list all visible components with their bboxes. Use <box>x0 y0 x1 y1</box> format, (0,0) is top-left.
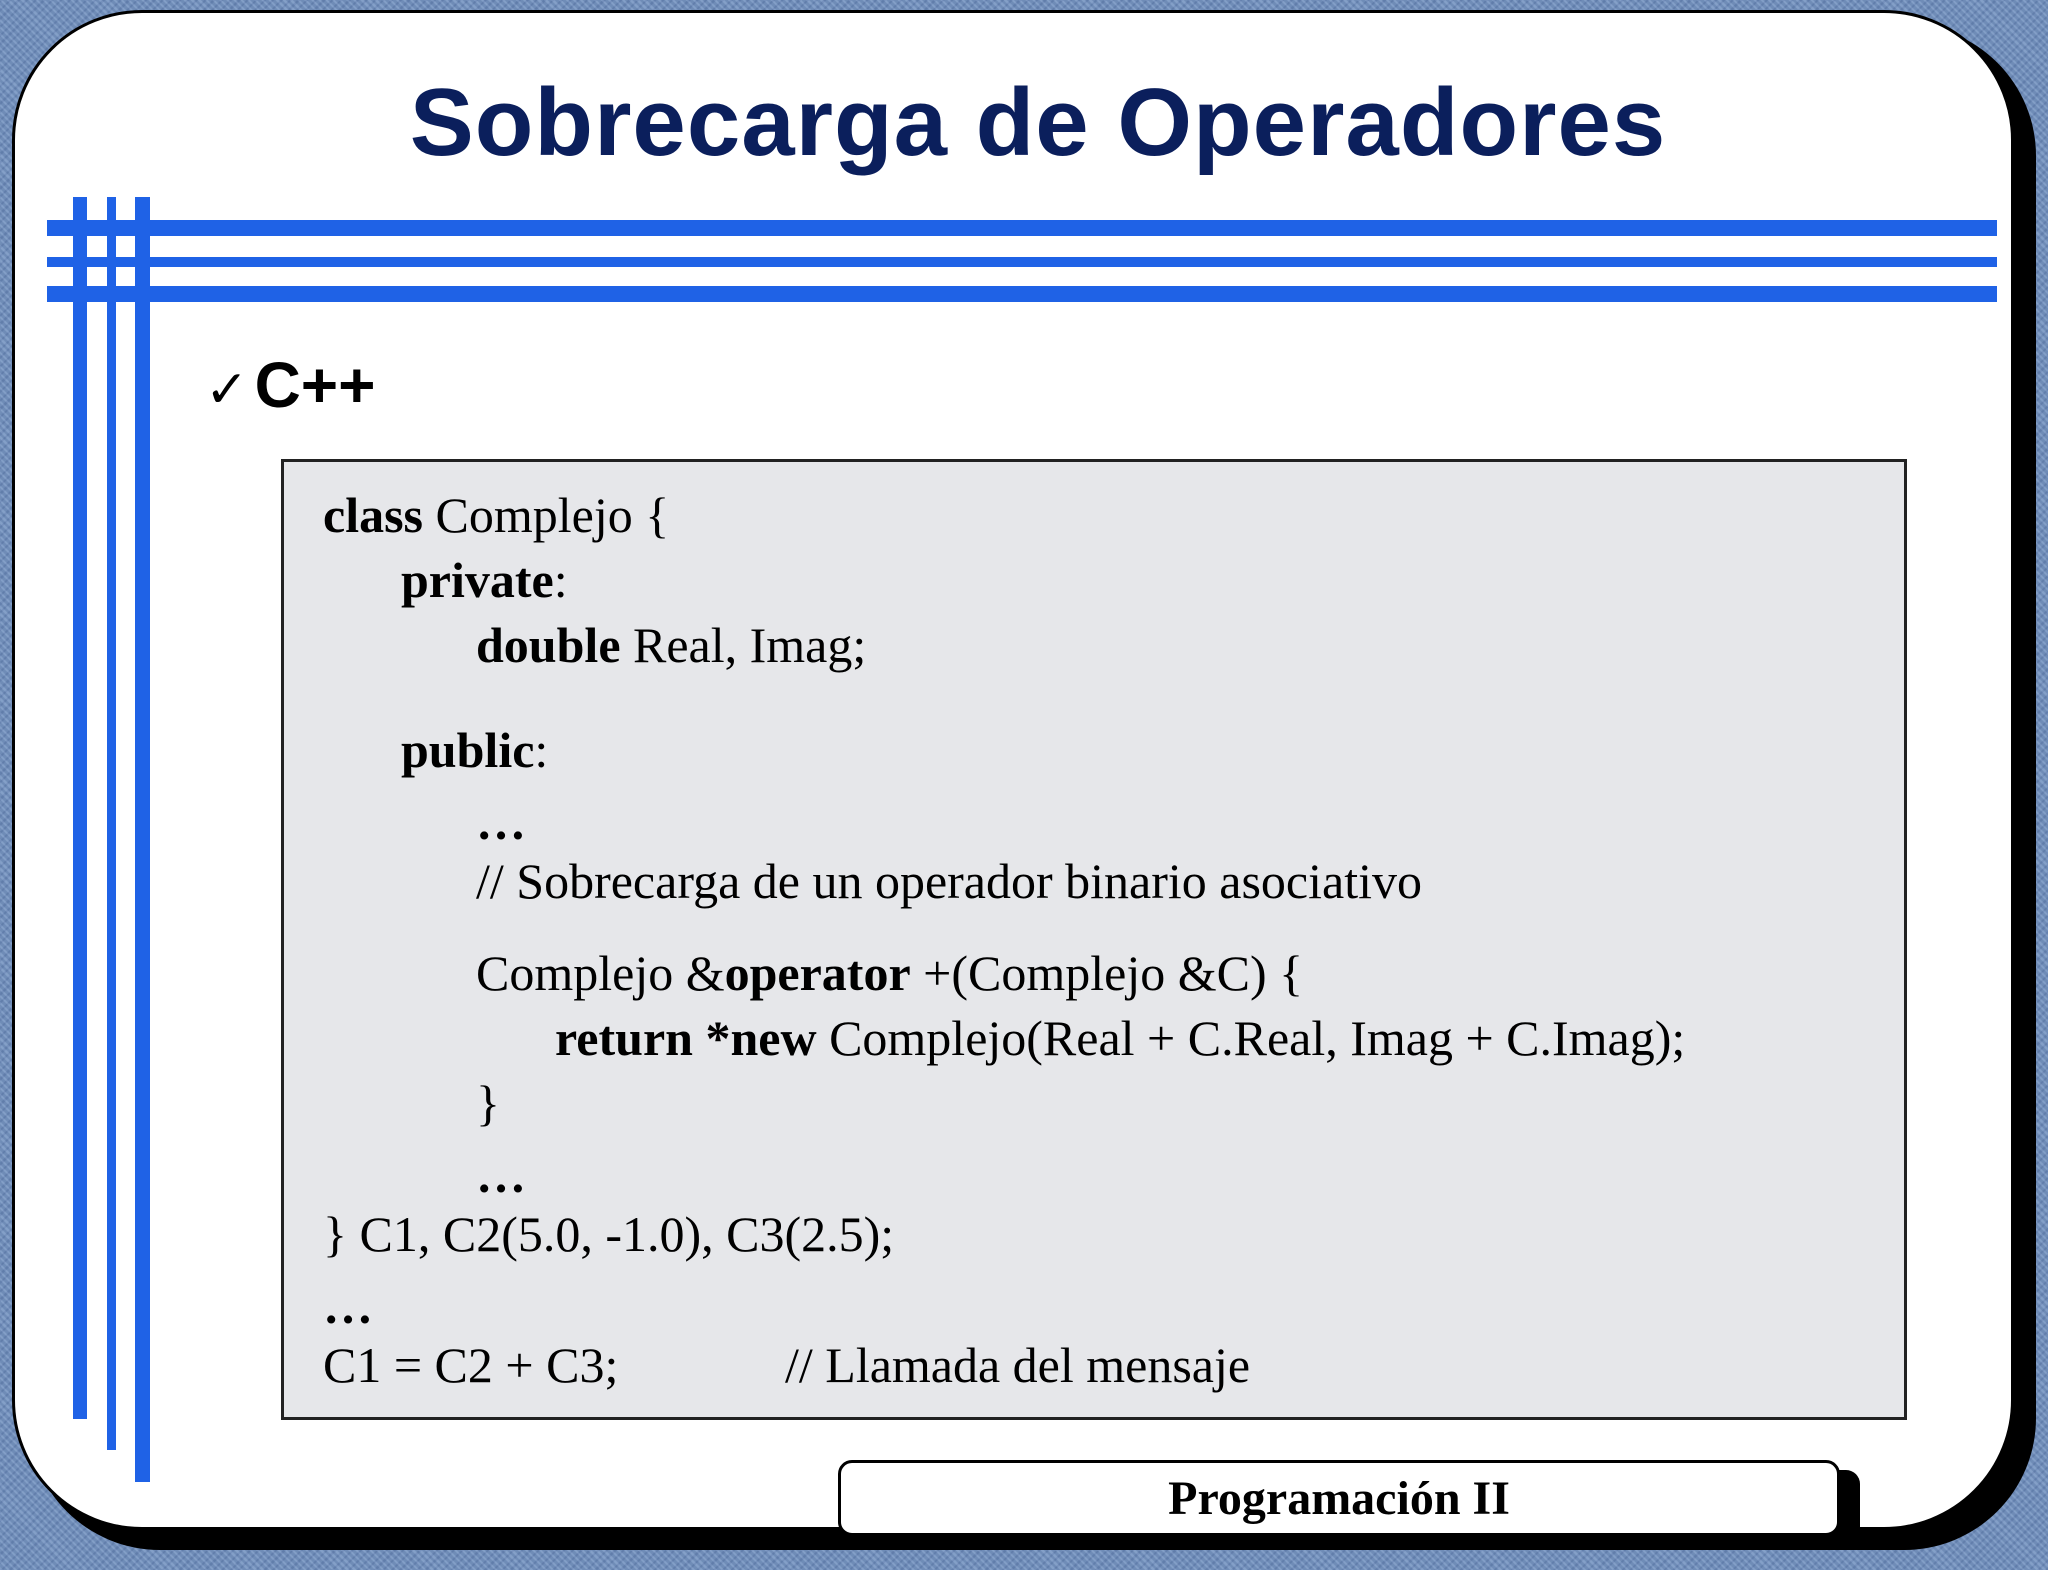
code-line <box>476 1146 526 1204</box>
code-line <box>555 1009 1685 1067</box>
ellipsis: … <box>323 1278 373 1334</box>
code-line <box>323 486 669 544</box>
code-line <box>401 551 568 609</box>
code-line <box>323 1277 373 1335</box>
code-text: Complejo(Real + C.Real, Imag + C.Imag); <box>816 1010 1686 1066</box>
code-text: : <box>553 552 568 608</box>
code-text: : <box>534 722 549 778</box>
decor-bar-h1 <box>47 220 1997 236</box>
decor-bar-v2 <box>107 197 116 1450</box>
code-line <box>323 1205 894 1263</box>
code-comment <box>476 852 1422 910</box>
decor-bar-h3 <box>47 286 1997 302</box>
code-comment: // Llamada del mensaje <box>785 1337 1251 1393</box>
code-text: C1 = C2 + C3; <box>323 1337 619 1393</box>
ellipsis: … <box>476 794 526 850</box>
code-line <box>476 793 526 851</box>
code-text: } C1, C2(5.0, -1.0), C3(2.5); <box>323 1206 895 1262</box>
code-line <box>476 1074 500 1132</box>
code-text: +(Complejo &C) { <box>910 945 1304 1001</box>
code-text: } <box>476 1075 500 1131</box>
code-text: Complejo { <box>423 487 670 543</box>
code-text: // Sobrecarga de un operador binario asociativo <box>476 853 1422 909</box>
keyword: return *new <box>555 1010 817 1066</box>
keyword: operator <box>724 945 911 1001</box>
keyword: private <box>401 552 554 608</box>
ellipsis: … <box>476 1147 526 1203</box>
keyword: class <box>323 487 423 543</box>
code-line <box>323 1336 1251 1394</box>
code-line <box>476 616 866 674</box>
code-text: Complejo & <box>476 945 725 1001</box>
footer-course-label: Programación II <box>838 1460 1840 1536</box>
keyword: public <box>401 722 535 778</box>
code-line <box>401 721 548 779</box>
slide-title: Sobrecarga de Operadores <box>409 69 1667 176</box>
checkmark-icon: ✓ <box>205 360 249 420</box>
bullet-cpp <box>205 348 376 422</box>
bullet-label: C++ <box>254 349 376 421</box>
keyword: double <box>476 617 621 673</box>
decor-bar-h2 <box>47 257 1997 267</box>
code-line <box>476 944 1303 1002</box>
decor-bar-v1 <box>73 197 87 1419</box>
code-text: Real, Imag; <box>620 617 867 673</box>
decor-bar-v3 <box>135 197 150 1482</box>
